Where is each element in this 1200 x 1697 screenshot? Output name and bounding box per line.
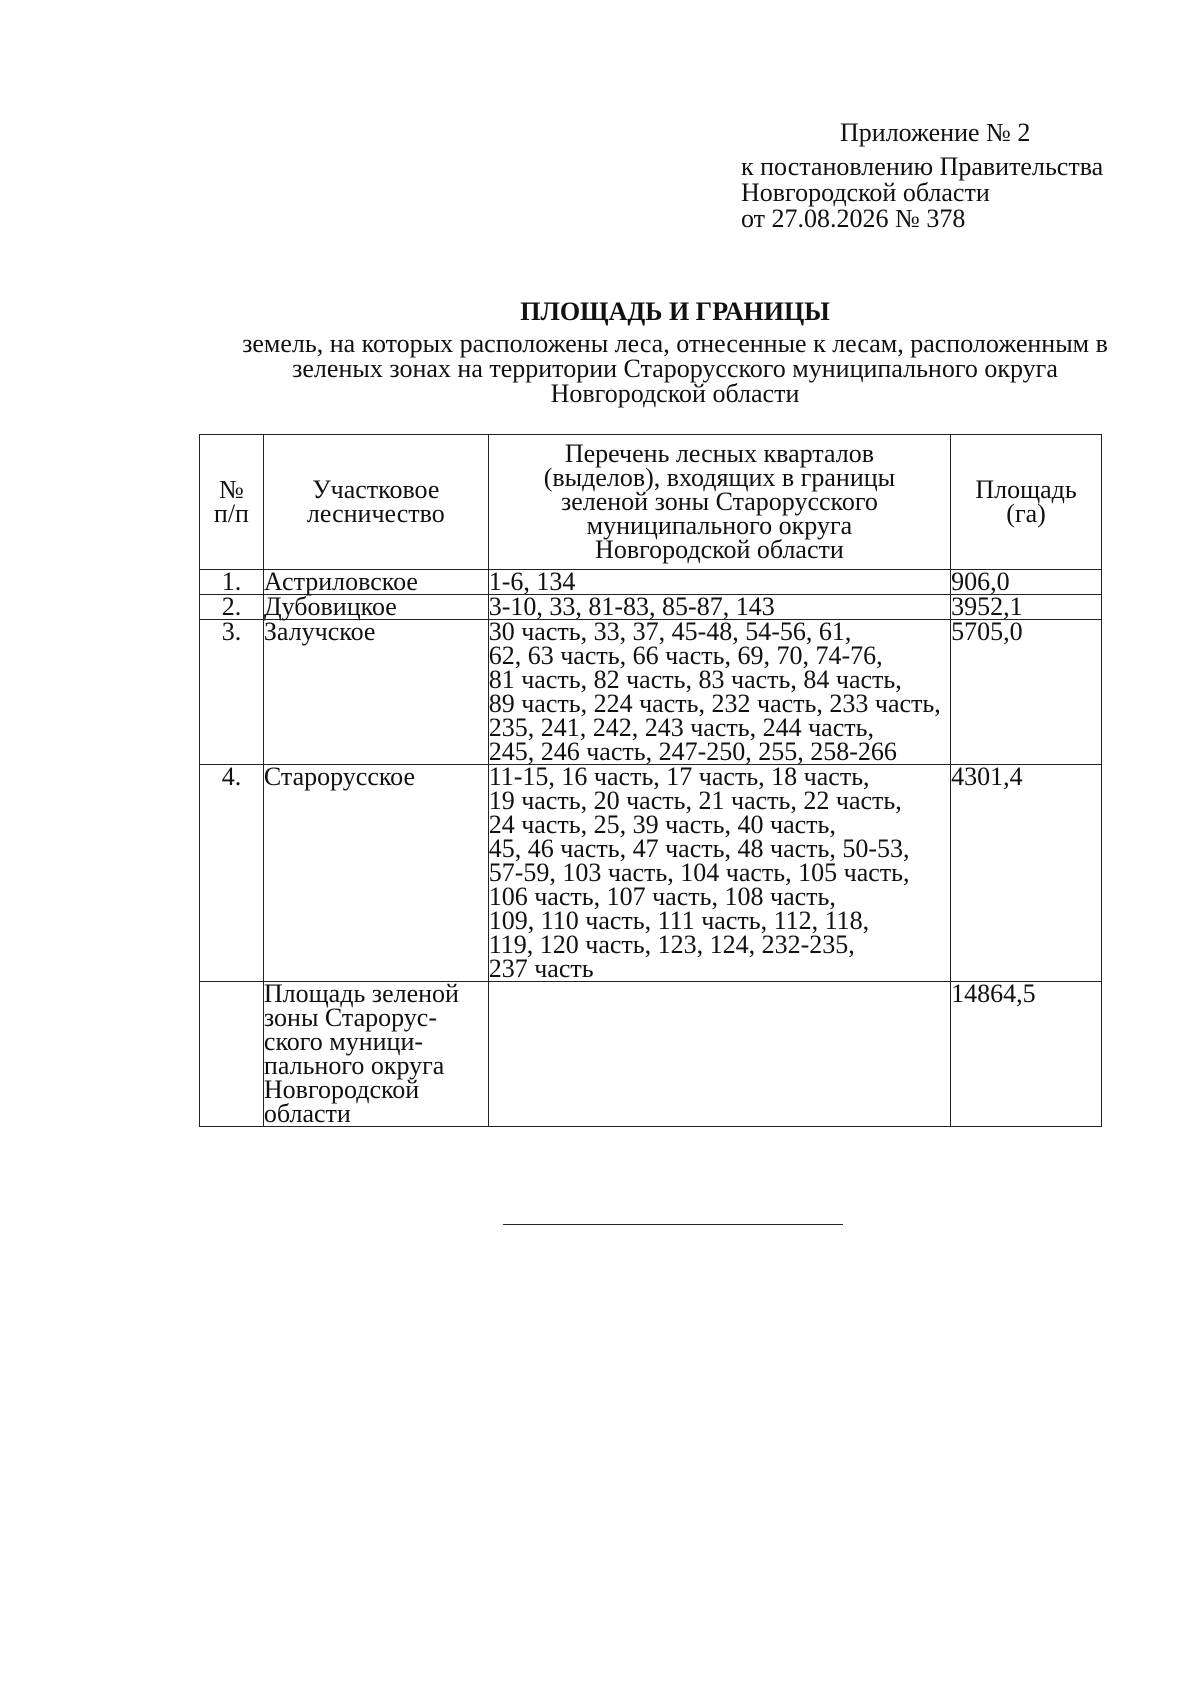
total-label-line: области xyxy=(263,1099,351,1128)
quarters-line: 3-10, 33, 81-83, 85-87, 143 xyxy=(488,592,775,621)
quarters-line: 24 часть, 25, 39 часть, 40 часть, xyxy=(488,810,836,839)
quarters-line: 109, 110 часть, 111 часть, 112, 118, xyxy=(488,906,870,935)
heading-block xyxy=(180,297,1170,406)
total-number-cell xyxy=(200,982,264,1127)
header-area xyxy=(951,435,1102,570)
total-area: 14864,5 xyxy=(951,982,1102,1127)
header-forestry xyxy=(263,435,488,570)
header-text: Новгородской области xyxy=(595,535,844,564)
document-subtitle-line: земель, на которых расположены леса, отнесенные к лесам, расположенным в xyxy=(242,329,1108,358)
row-forestry: Дубовицкое xyxy=(263,595,488,620)
total-label-line: Площадь зеленой xyxy=(263,979,459,1008)
quarters-line: 237 часть xyxy=(488,954,594,983)
total-label-line: зоны Старорус- xyxy=(263,1003,437,1032)
header-quarters xyxy=(488,435,950,570)
appendix-line: к постановлению Правительства xyxy=(741,152,1104,181)
total-label-line: пального округа xyxy=(263,1051,445,1080)
document-title: ПЛОЩАДЬ И ГРАНИЦЫ xyxy=(520,297,830,326)
table-header-row xyxy=(200,435,1102,570)
appendix-title: Приложение № 2 xyxy=(840,118,1031,147)
row-quarters xyxy=(488,762,950,983)
total-label xyxy=(263,979,488,1128)
quarters-line: 1-6, 134 xyxy=(488,567,576,596)
row-quarters xyxy=(488,617,950,766)
document-subtitle-line: Новгородской области xyxy=(550,379,800,408)
quarters-line: 81 часть, 82 часть, 83 часть, 84 часть, xyxy=(488,665,902,694)
quarters-line: 57-59, 103 часть, 104 часть, 105 часть, xyxy=(488,858,910,887)
header-text: п/п xyxy=(213,499,249,528)
row-area: 4301,4 xyxy=(951,765,1102,982)
header-text: Участковое xyxy=(312,475,440,504)
quarters-line: 89 часть, 224 часть, 232 часть, 233 часть, xyxy=(488,689,941,718)
header-text: (выделов), входящих в границы xyxy=(543,463,896,492)
quarters-line: 62, 63 часть, 66 часть, 69, 70, 74-76, xyxy=(488,641,883,670)
appendix-line: от 27.08.2026 № 378 xyxy=(741,204,966,233)
row-number: 3. xyxy=(200,620,264,765)
row-area: 906,0 xyxy=(951,570,1102,595)
table-row xyxy=(200,620,1102,765)
header-text: Перечень лесных кварталов xyxy=(564,439,874,468)
total-label-line: ского муници- xyxy=(263,1027,424,1056)
forest-area-table xyxy=(199,434,1102,1127)
header-text: № xyxy=(219,475,244,504)
header-text: Площадь xyxy=(975,475,1077,504)
header-text: лесничество xyxy=(306,499,445,528)
quarters-line: 106 часть, 107 часть, 108 часть, xyxy=(488,882,836,911)
appendix-line: Новгородской области xyxy=(741,178,990,207)
row-quarters xyxy=(488,567,950,596)
quarters-line: 235, 241, 242, 243 часть, 244 часть, xyxy=(488,713,874,742)
quarters-line: 45, 46 часть, 47 часть, 48 часть, 50-53, xyxy=(488,834,910,863)
document-subtitle-line: зеленых зонах на территории Старорусского муниципального округа xyxy=(292,354,1058,383)
row-number: 2. xyxy=(200,595,264,620)
row-forestry: Старорусское xyxy=(263,765,488,982)
table-total-row xyxy=(200,982,1102,1127)
row-area: 5705,0 xyxy=(951,620,1102,765)
quarters-line: 11-15, 16 часть, 17 часть, 18 часть, xyxy=(488,762,870,791)
row-number: 4. xyxy=(200,765,264,982)
row-forestry: Астриловское xyxy=(263,570,488,595)
row-quarters xyxy=(488,592,950,621)
closing-line xyxy=(503,1224,843,1225)
quarters-line: 30 часть, 33, 37, 45-48, 54-56, 61, xyxy=(488,617,852,646)
quarters-line: 119, 120 часть, 123, 124, 232-235, xyxy=(488,930,855,959)
row-area: 3952,1 xyxy=(951,595,1102,620)
total-label-line: Новгородской xyxy=(263,1075,420,1104)
row-number: 1. xyxy=(200,570,264,595)
header-number xyxy=(200,435,264,570)
row-forestry: Залучское xyxy=(263,620,488,765)
header-text: зеленой зоны Старорусского xyxy=(560,487,878,516)
header-text: муниципального округа xyxy=(586,511,853,540)
header-text: (га) xyxy=(1006,499,1046,528)
quarters-line: 19 часть, 20 часть, 21 часть, 22 часть, xyxy=(488,786,902,815)
total-quarters-cell xyxy=(488,982,950,1127)
appendix-block xyxy=(741,120,1141,232)
quarters-line: 245, 246 часть, 247-250, 255, 258-266 xyxy=(488,737,897,766)
table-row xyxy=(200,765,1102,982)
table-row xyxy=(200,570,1102,595)
table-row xyxy=(200,595,1102,620)
